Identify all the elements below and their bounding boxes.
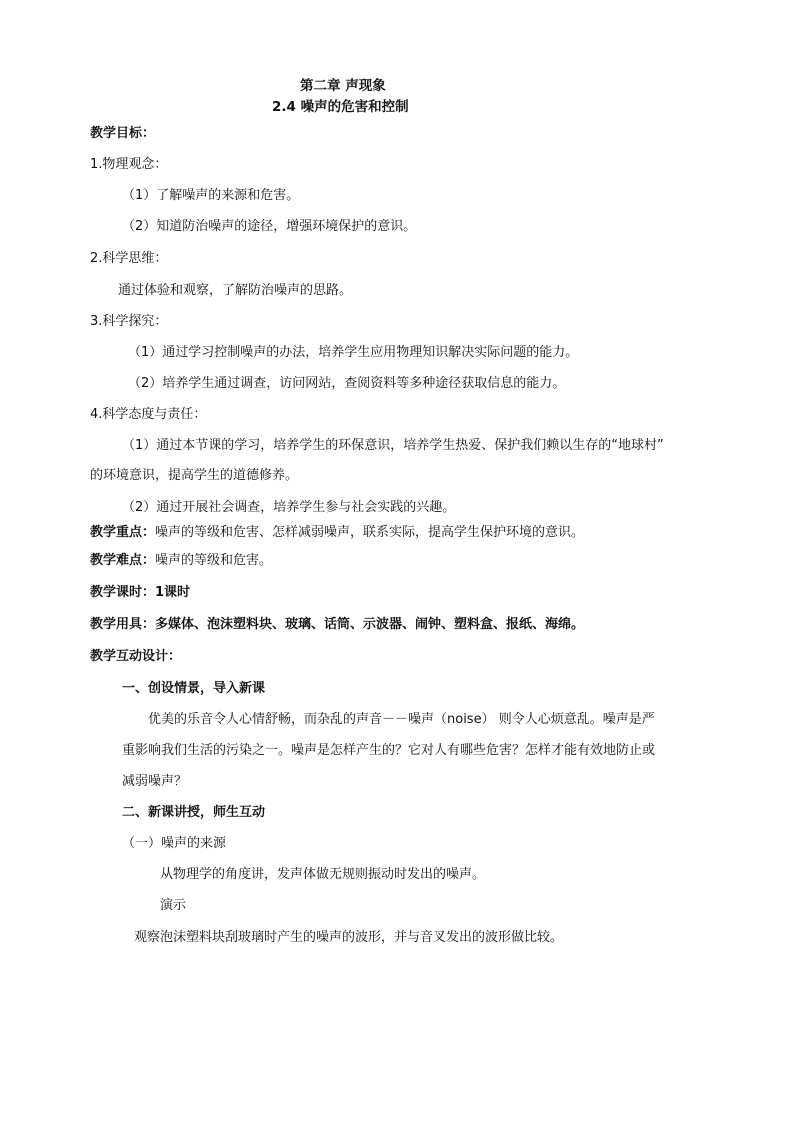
design-heading: 教学互动设计： xyxy=(90,649,182,664)
key-points xyxy=(90,525,584,541)
attitude-item-1-line-1: （1）通过本节课的学习，培养学生的环保意识，培养学生热爱、保护我们赖以生存的“地球村” xyxy=(122,438,664,453)
scientific-thinking-text: 通过体验和观察，了解防治噪声的思路。 xyxy=(118,283,353,298)
physics-concept-label: 1.物理观念： xyxy=(90,157,168,172)
difficult-points-text: 噪声的等级和危害。 xyxy=(155,553,273,568)
part-1-heading: 一、创设情景，导入新课 xyxy=(122,681,266,696)
attitude-item-2: （2）通过开展社会调查，培养学生参与社会实践的兴趣。 xyxy=(122,500,456,515)
part-1-line-1: 优美的乐音令人心情舒畅，而杂乱的声音－－噪声（noise） 则令人心烦意乱。噪声是严 xyxy=(148,712,655,727)
key-points-text: 噪声的等级和危害、怎样减弱噪声，联系实际，提高学生保护环境的意识。 xyxy=(155,525,585,540)
scientific-inquiry-item-2: （2）培养学生通过调查，访问网站，查阅资料等多种途径获取信息的能力。 xyxy=(128,376,566,391)
teaching-tools: 教学用具：多媒体、泡沫塑料块、玻璃、话筒、示波器、闹钟、塑料盒、报纸、海绵。 xyxy=(90,617,585,632)
difficult-points-label: 教学难点： xyxy=(90,553,156,568)
physics-concept-item-1: （1）了解噪声的来源和危害。 xyxy=(122,188,300,203)
key-points-label: 教学重点： xyxy=(90,525,156,540)
scientific-thinking-label: 2.科学思维： xyxy=(90,251,168,266)
physics-concept-item-2: （2）知道防治噪声的途径，增强环境保护的意识。 xyxy=(122,219,417,234)
part-2-text-2: 观察泡沫塑料块刮玻璃时产生的噪声的波形，并与音叉发出的波形做比较。 xyxy=(134,930,564,945)
scientific-inquiry-label: 3.科学探究： xyxy=(90,314,168,329)
part-2-demo: 演示 xyxy=(160,898,187,913)
attitude-item-1-line-2: 的环境意识，提高学生的道德修养。 xyxy=(90,468,299,483)
section-title: 2.4 噪声的危害和控制 xyxy=(272,99,409,115)
attitude-label: 4.科学态度与责任： xyxy=(90,407,207,422)
difficult-points xyxy=(90,553,272,569)
part-1-line-3: 减弱噪声？ xyxy=(122,774,188,789)
part-2-text-1: 从物理学的角度讲，发声体做无规则振动时发出的噪声。 xyxy=(160,867,486,882)
chapter-title: 第二章 声现象 xyxy=(300,78,386,94)
class-hours: 教学课时：1课时 xyxy=(90,585,191,600)
part-2-heading: 二、新课讲授，师生互动 xyxy=(122,805,266,820)
objectives-heading: 教学目标： xyxy=(90,126,156,141)
part-1-line-2: 重影响我们生活的污染之一。噪声是怎样产生的？它对人有哪些危害？怎样才能有效地防止或 xyxy=(122,743,656,758)
scientific-inquiry-item-1: （1）通过学习控制噪声的办法，培养学生应用物理知识解决实际问题的能力。 xyxy=(128,345,579,360)
part-2-sub-1: （一）噪声的来源 xyxy=(122,836,227,851)
